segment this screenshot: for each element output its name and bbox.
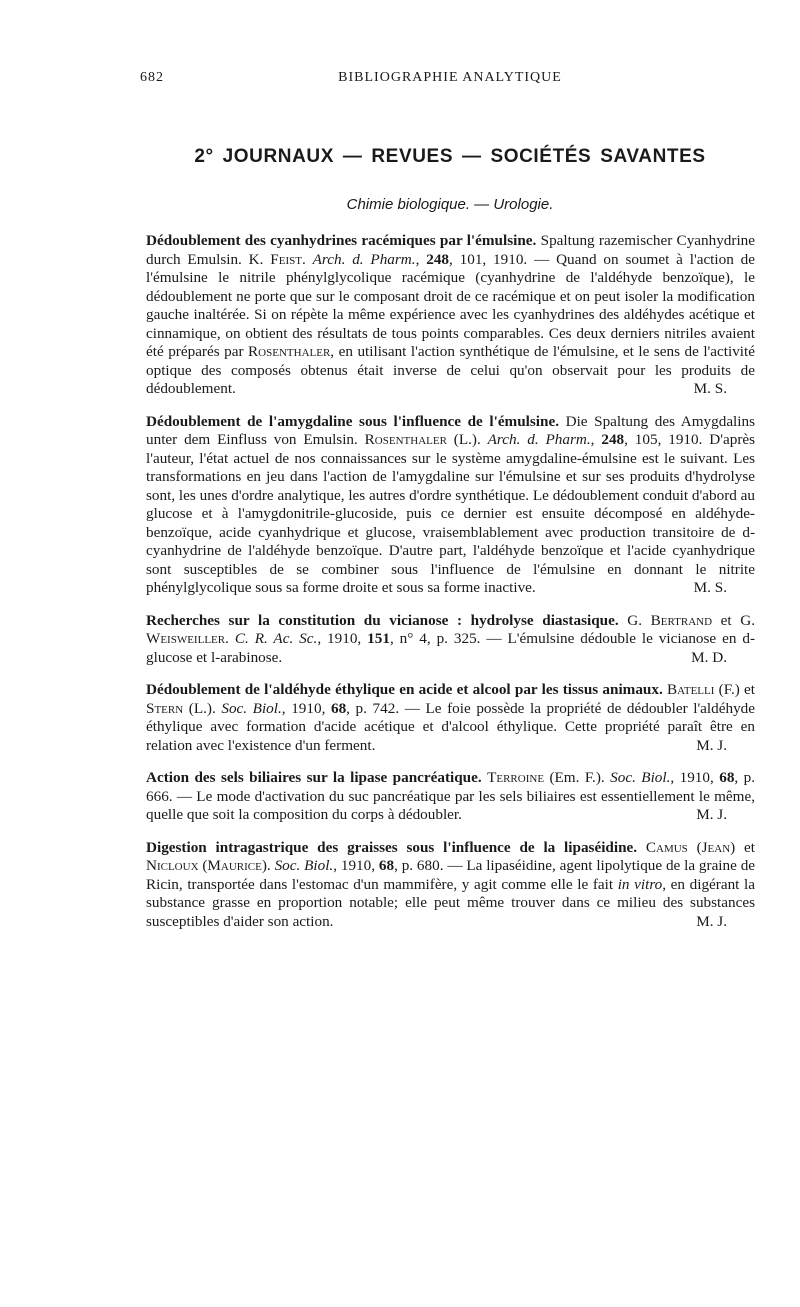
entry-reference: Die Spaltung des Amygdalins unter dem Einfluss von Emulsin.	[146, 412, 755, 448]
entry-body: Le mode d'activation du suc pancréatique par les sels biliaires est essentiellement le même, quelle que soit la composition du corps à dédoubler.	[146, 787, 756, 823]
running-header	[140, 70, 760, 92]
entry-signature: M. S.	[693, 380, 727, 397]
entry-author: Terroine	[487, 769, 545, 786]
entry-author-sep: (Em. F.).	[544, 769, 611, 786]
entry-volume: 68	[719, 769, 735, 786]
page-number: 682	[140, 70, 164, 85]
entry-body-end: , en utilisant l'action synthétique de l'émulsine, et le sens de l'activité optique des composés obtenus était inverse de celui qu'on observait pour les produits de dédoublement.	[146, 343, 755, 397]
entry-journal: Arch. d. Pharm.	[487, 431, 591, 448]
running-title: BIBLIOGRAPHIE ANALYTIQUE	[338, 70, 562, 85]
entry-author: Rosenthaler (L.).	[364, 431, 481, 448]
entry-reference-year: , 1910,	[317, 630, 368, 647]
entry-signature: M. J.	[696, 806, 727, 823]
entry-journal: Soc. Biol.	[221, 699, 282, 717]
entry-journal: Arch. d. Pharm.	[312, 250, 416, 268]
entry-signature: M. J.	[696, 912, 727, 930]
entry-volume: 68	[330, 699, 347, 717]
entry-signature: M. S.	[693, 579, 727, 596]
subsection-heading: Chimie biologique. — Urologie.	[346, 196, 554, 213]
entry-body-italic: in vitro	[617, 875, 663, 893]
entry-title: Recherches sur la constitution du vicianose : hydrolyse diastasique.	[146, 611, 619, 629]
entry-title: Dédoublement de l'amygdaline sous l'influence de l'émulsine.	[146, 412, 559, 430]
entry-author-sep: et G.	[712, 611, 755, 629]
entry-body: Quand on soumet à l'action de l'émulsine le nitrile phénylglycolique racémique (cyanhydrine de l'aldéhyde benzoïque), le dédoublement ne porte que sur le composant droit de ce racémique et on peut isoler la modification gauche inaltérée. Si on répète la même expérience avec les cyanhydrines des aldéhydes acétique et cinnamique, on obtient des résultats de tous points comparables. Ces deux derniers nitriles avaient été préparés par	[146, 250, 755, 360]
entry-reference-year: , 1910,	[670, 769, 720, 786]
entry-volume: 248	[426, 250, 449, 268]
entry-body-end: , en digérant la substance grasse en proportion notable; elle peut même trouver dans ce milieu des substances susceptibles d'aider son action.	[146, 875, 755, 930]
entry-sels-biliaires	[146, 769, 755, 825]
entry-body: La lipaséidine, agent lipolytique de la graine de Ricin, transportée dans l'estomac d'un mammifère, y agit comme elle le fait	[146, 857, 756, 893]
entry-reference-pages: , p. 680. —	[394, 857, 467, 874]
entry-reference-pages: , p. 666. —	[146, 769, 756, 805]
entry-body: D'après l'auteur, l'état actuel de nos connaissances sur le système amygdaline-émulsine est le suivant. Les transformations en jeu dans l'action de l'amygdaline sur l'émulsine et sur ses produits d'hydrolyse sont, les unes d'ordre analytique, les autres d'ordre synthétique. Le dédoublement conduit d'abord au glucose et à l'amygdonitrile-glucoside, puis ce dernier est ensuite décomposé en aldéhyde-benzoïque, acide cyanhydrique et glucose, vraisemblablement avec production transitoire de d-cyanhydrine de l'aldéhyde benzoïque. D'autre part, l'aldéhyde benzoïque et l'acide cyanhydrique sont susceptibles de se combiner sous l'influence de l'émulsine en donnant le nitrite phénylglycolique sous sa forme droite et sous sa forme inactive.	[146, 431, 756, 596]
entry-volume: 151	[367, 630, 390, 647]
entry-reference: Spaltung razemischer Cyanhydrine durch Emulsin. K.	[146, 232, 756, 268]
entry-author: Bertrand	[650, 611, 713, 629]
entry-reference-year: , 1910,	[333, 857, 379, 874]
entry-cyanhydrines: Dédoublement des cyanhydrines racémiques par l'émulsine. Spaltung razemischer Cyanhydrine durch Emulsin. K. Feist. Arch. d. Pharm., 248, 101, 1910. — Quand on soumet à l'action de l'émulsine le nitrile phénylglycolique racémique (cyanhydrine de l'aldéhyde benzoïque), le dédoublement ne porte que sur le composant droit de ce racémique et on peut isoler la modification gauche inaltérée. Si on répète la même expérience avec les cyanhydrines des aldéhydes acétique et cinnamique, on obtient des résultats de tous points comparables. Ces deux derniers nitriles avaient été préparés par Rosenthaler, en utilisant l'action synthétique de l'émulsine, et le sens de l'activité optique des composés obtenus était inverse de celui qu'on observait pour les produits de dédoublement. M. S.	[146, 232, 756, 397]
entry-author-2: Weisweiller.	[146, 630, 229, 647]
entry-reference-pages: , n° 4, p. 325. —	[389, 630, 508, 647]
entry-volume: 68	[378, 857, 395, 874]
entry-journal: Soc. Biol.	[610, 769, 671, 786]
entry-reference	[637, 839, 646, 856]
entry-body: L'émulsine dédouble le vicianose en d-glucose et l-arabinose.	[146, 630, 755, 666]
entry-author: Feist.	[270, 250, 306, 268]
entry-reference-year: , 1910,	[281, 699, 331, 717]
entry-author-2: Stern	[146, 699, 184, 717]
entry-list	[146, 232, 755, 945]
entry-signature: M. J.	[696, 736, 727, 754]
entry-title: Dédoublement de l'aldéhyde éthylique en acide et alcool par les tissus animaux.	[146, 681, 663, 698]
entry-title: Action des sels biliaires sur la lipase pancréatique.	[146, 769, 482, 786]
entry-amygdaline: Dédoublement de l'amygdaline sous l'influence de l'émulsine. Die Spaltung des Amygdalins unter dem Einfluss von Emulsin. Rosenthaler (L.). Arch. d. Pharm., 248, 105, 1910. D'après l'auteur, l'état actuel de nos connaissances sur le système amygdaline-émulsine est le suivant. Les transformations en jeu dans l'action de l'amygdaline sur l'émulsine et sur ses produits d'hydrolyse sont, les unes d'ordre analytique, les autres d'ordre synthétique. Le dédoublement conduit d'abord au glucose et à l'amygdonitrile-glucoside, puis ce dernier est ensuite décomposé en aldéhyde-benzoïque, acide cyanhydrique et glucose, vraisemblablement avec production transitoire de d-cyanhydrine de l'aldéhyde benzoïque. D'autre part, l'aldéhyde benzoïque et l'acide cyanhydrique sont susceptibles de se combiner sous l'influence de l'émulsine en donnant le nitrite phénylglycolique sous sa forme droite et sous sa forme inactive. M. S.	[146, 412, 756, 596]
entry-author-2: Nicloux (Maurice).	[146, 857, 271, 874]
entry-author-sep-2: (L.).	[183, 699, 222, 717]
entry-aldehyde-ethylique	[146, 681, 755, 755]
entry-author-sep: et	[735, 838, 755, 856]
entry-reference-pages: , 101, 1910. —	[449, 250, 557, 268]
entry-title: Digestion intragastrique des graisses sous l'influence de la lipaséidine.	[146, 838, 638, 856]
entry-reference-pages: , p. 742. —	[346, 699, 426, 717]
entry-body-author: Rosenthaler	[248, 343, 331, 360]
entry-reference: G.	[627, 611, 651, 629]
entry-reference-pages: , 105, 1910.	[624, 431, 710, 448]
entry-lipaseidine	[146, 839, 755, 932]
entry-author-sep: (F.) et	[714, 681, 756, 698]
section-title: 2° JOURNAUX — REVUES — SOCIÉTÉS SAVANTES	[194, 146, 706, 167]
entry-volume: 248	[601, 431, 625, 448]
entry-signature: M. D.	[691, 648, 727, 666]
entry-journal: C. R. Ac. Sc.	[234, 630, 318, 647]
entry-vicianose	[146, 612, 755, 668]
entry-journal: Soc. Biol.	[274, 857, 334, 874]
entry-body: Le foie possède la propriété de dédoubler l'aldéhyde éthylique avec formation d'acide acétique et d'alcool éthylique. Cette propriété paraît être en relation avec l'existence d'un ferment.	[146, 699, 756, 754]
entry-author: Batelli	[667, 681, 715, 698]
entry-author: Camus (Jean)	[645, 838, 736, 856]
entry-title: Dédoublement des cyanhydrines racémiques par l'émulsine.	[146, 232, 537, 249]
